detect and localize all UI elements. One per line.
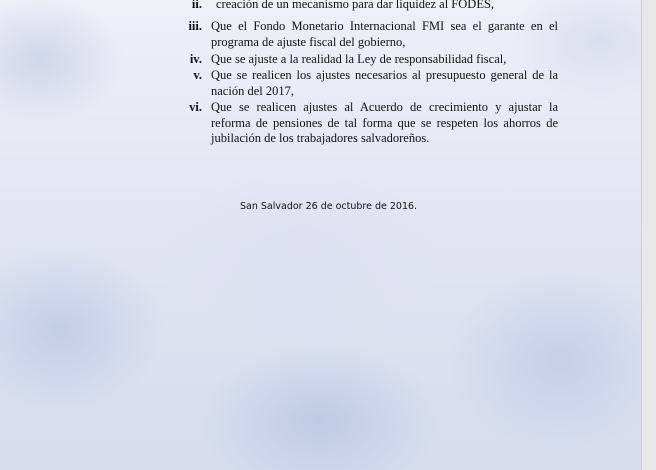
list-item-number: iii. [188, 19, 202, 33]
list-item [0, 19, 641, 51]
list-item-number: ii. [191, 0, 202, 11]
list-item-text: Que se ajuste a la realidad la Ley de responsabilidad fiscal, [211, 52, 507, 66]
list-item-text: creación de un mecanismo para dar liquidez al FODES, [216, 0, 495, 11]
list-item [0, 100, 641, 148]
vertical-scrollbar[interactable] [641, 0, 656, 470]
list-item-number: v. [193, 68, 202, 82]
place-date-signature: San Salvador 26 de octubre de 2016. [240, 201, 418, 212]
list-item [0, 52, 641, 68]
list-item-number: iv. [189, 52, 202, 66]
list-item-number: vi. [189, 100, 202, 114]
list-item-text: Que se realicen los ajustes necesarios al presupuesto general de la nación del 2017, [211, 68, 558, 98]
list-item-text: Que se realicen ajustes al Acuerdo de crecimiento y ajustar la reforma de pensiones de tal forma que se respeten los ahorros de jubilación de los trabajadores salvadoreños. [211, 100, 558, 145]
list-item [0, 68, 641, 100]
list-item [0, 0, 641, 13]
list-item-text: Que el Fondo Monetario Internacional FMI sea el garante en el programa de ajuste fiscal del gobierno, [211, 19, 558, 49]
